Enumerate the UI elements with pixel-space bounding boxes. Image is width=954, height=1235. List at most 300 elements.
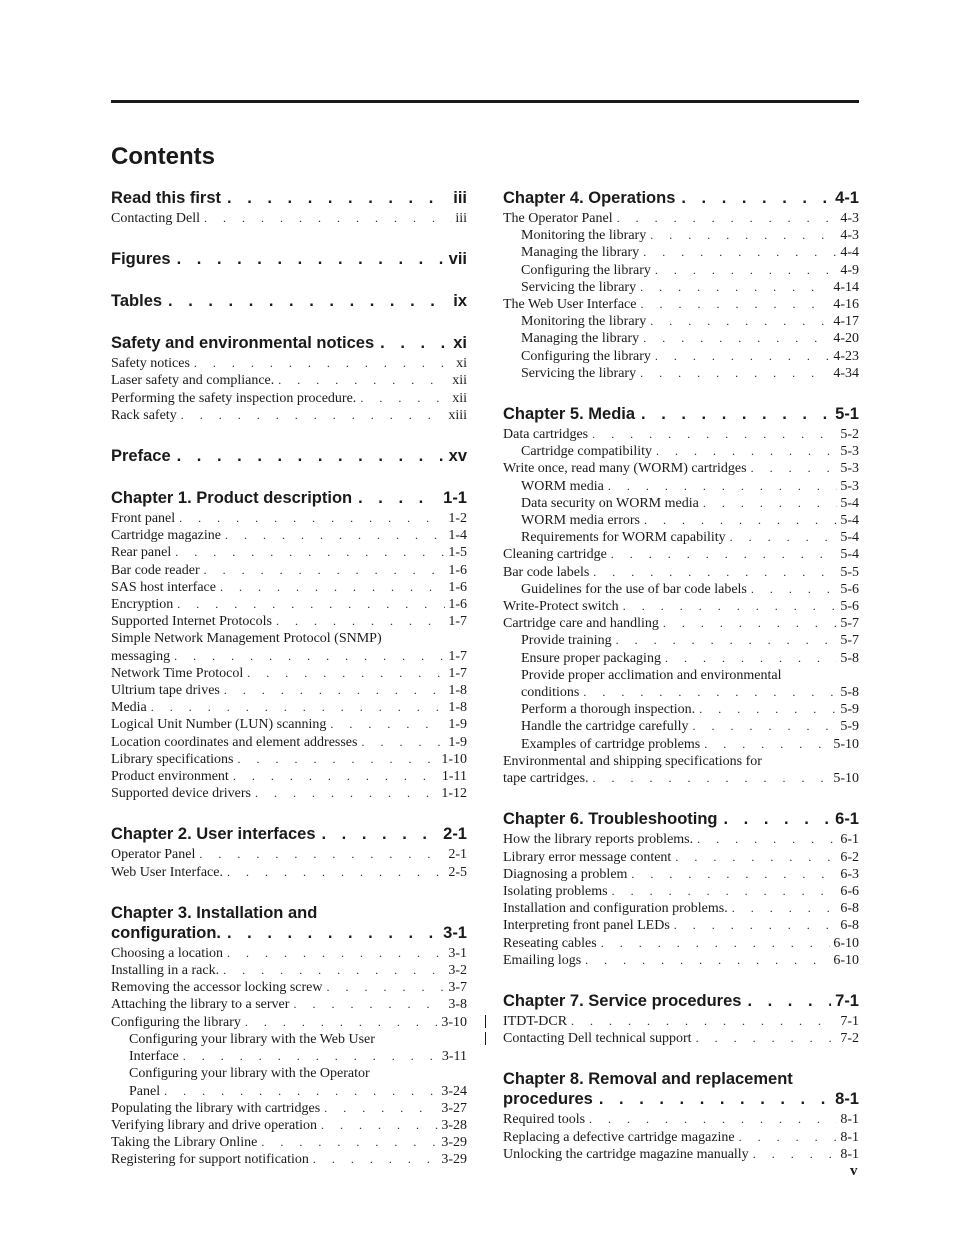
toc-entry[interactable]: [111, 864, 467, 881]
dot-leader: [247, 665, 445, 682]
chapter-title: Chapter 5. Media: [503, 405, 636, 424]
entry-page-number: iii: [455, 211, 467, 226]
entry-title: Taking the Library Online: [111, 1135, 258, 1151]
dot-leader: [696, 1030, 838, 1047]
toc-entry[interactable]: [111, 372, 467, 389]
entry-page-number: 6-10: [833, 935, 859, 951]
entry-page-number: 4-23: [833, 348, 859, 364]
dot-leader: [183, 1048, 439, 1065]
entry-title: Diagnosing a problem: [503, 866, 628, 882]
entry-page-number: 3-27: [441, 1100, 467, 1116]
toc-entry-list: [111, 355, 467, 424]
entry-title: Removing the accessor locking screw: [111, 980, 323, 996]
revision-change-bar: [485, 1032, 486, 1045]
chapter-title: Chapter 7. Service procedures: [503, 991, 742, 1010]
toc-entry[interactable]: [111, 699, 467, 716]
toc-entry[interactable]: [111, 1014, 467, 1031]
toc-chapter-heading[interactable]: [111, 333, 467, 353]
entry-page-number: 3-29: [441, 1135, 467, 1151]
entry-title: Provide training: [521, 633, 612, 649]
entry-page-number: 4-14: [833, 279, 859, 295]
chapter-title-continued: procedures: [503, 1090, 593, 1109]
toc-chapter-heading[interactable]: [503, 991, 859, 1011]
dot-leader: [204, 562, 446, 579]
entry-title-line: [129, 1048, 467, 1065]
entry-title: Monitoring the library: [521, 228, 647, 244]
toc-entry-list: [503, 1111, 859, 1163]
entry-title: Cleaning cartridge: [503, 547, 607, 563]
chapter-title: Chapter 2. User interfaces: [111, 825, 316, 844]
toc-section: [111, 291, 467, 311]
dot-leader: [623, 598, 838, 615]
toc-entry[interactable]: [503, 244, 859, 261]
entry-title: Web User Interface.: [111, 864, 223, 880]
toc-chapter-heading[interactable]: [111, 488, 467, 508]
entry-title: Data cartridges: [503, 427, 589, 443]
toc-chapter-heading[interactable]: [503, 1069, 859, 1109]
entry-page-number: 4-16: [833, 297, 859, 313]
entry-page-number: 5-10: [833, 771, 859, 787]
chapter-page-number: 4-1: [835, 189, 859, 207]
toc-entry[interactable]: [111, 665, 467, 682]
dot-leader: [237, 751, 438, 768]
toc-section: [503, 991, 859, 1047]
entry-page-number: 4-34: [833, 365, 859, 381]
toc-entry[interactable]: [111, 979, 467, 996]
toc-section: [503, 809, 859, 969]
toc-entry[interactable]: [111, 996, 467, 1013]
toc-chapter-heading[interactable]: [111, 903, 467, 943]
entry-page-number: 1-12: [441, 786, 467, 802]
toc-entry[interactable]: [503, 460, 859, 477]
dot-leader: [179, 510, 445, 527]
toc-entry[interactable]: [503, 615, 859, 632]
toc-entry[interactable]: [111, 751, 467, 768]
toc-section: [111, 903, 467, 1169]
dot-leader: [663, 615, 837, 632]
chapter-title: Safety and environmental notices: [111, 334, 375, 353]
toc-entry[interactable]: [503, 512, 859, 529]
entry-page-number: 5-10: [833, 736, 859, 752]
dot-leader: [724, 809, 832, 829]
toc-entry[interactable]: [111, 768, 467, 785]
dot-leader: [278, 372, 449, 389]
dot-leader: [655, 262, 837, 279]
entry-title-line: [521, 684, 859, 701]
dot-leader: [704, 736, 830, 753]
entry-title-line: [129, 1083, 467, 1100]
toc-entry[interactable]: [111, 945, 467, 962]
dot-leader: [611, 546, 838, 563]
entry-page-number: 2-5: [448, 864, 467, 880]
entry-title: Ultrium tape drives: [111, 683, 220, 699]
dot-leader: [177, 596, 445, 613]
toc-entry[interactable]: [503, 365, 859, 382]
toc-entry[interactable]: [111, 390, 467, 407]
entry-page-number: 5-2: [840, 427, 859, 443]
entry-title: Perform a thorough inspection.: [521, 702, 696, 718]
dot-leader: [643, 244, 837, 261]
toc-entry[interactable]: [503, 564, 859, 581]
toc-entry[interactable]: [503, 581, 859, 598]
entry-page-number: 3-11: [441, 1049, 467, 1065]
dot-leader: [313, 1151, 438, 1168]
chapter-page-number: 1-1: [443, 489, 467, 508]
entry-title: Contacting Dell technical support: [503, 1031, 692, 1047]
entry-title: Cartridge magazine: [111, 528, 222, 544]
entry-page-number: 1-5: [448, 545, 467, 561]
entry-title: Library error message content: [503, 849, 672, 865]
entry-page-number: 4-3: [840, 211, 859, 226]
dot-leader: [656, 443, 837, 460]
dot-leader: [361, 734, 445, 751]
dot-leader: [255, 785, 438, 802]
chapter-title: Tables: [111, 292, 163, 311]
entry-title: Requirements for WORM capability: [521, 530, 726, 546]
entry-title: Media: [111, 700, 147, 716]
dot-leader: [233, 768, 439, 785]
toc-entry[interactable]: [111, 544, 467, 561]
toc-entry-list: [503, 831, 859, 969]
entry-page-number: 8-1: [840, 1112, 859, 1128]
entry-title: The Operator Panel: [503, 211, 613, 226]
toc-entry[interactable]: [503, 1013, 859, 1030]
top-rule: [111, 100, 859, 103]
toc-section: [111, 188, 467, 227]
chapter-page-number: ix: [453, 292, 467, 311]
entry-title: Cartridge care and handling: [503, 616, 659, 632]
toc-entry[interactable]: [503, 330, 859, 347]
entry-title: Supported device drivers: [111, 786, 251, 802]
toc-entry[interactable]: [503, 598, 859, 615]
dot-leader: [227, 945, 445, 962]
entry-title: Configuring your library with the Operator: [129, 1066, 370, 1082]
entry-page-number: 7-2: [840, 1031, 859, 1047]
entry-page-number: 6-6: [840, 883, 859, 899]
dot-leader: [640, 279, 830, 296]
entry-title: Performing the safety inspection procedure.: [111, 390, 357, 406]
entry-page-number: 1-7: [448, 648, 467, 664]
entry-page-number: 5-3: [840, 444, 859, 460]
dot-leader: [739, 1129, 838, 1146]
entry-page-number: 3-8: [448, 997, 467, 1013]
toc-entry[interactable]: [111, 716, 467, 733]
dot-leader: [599, 1089, 831, 1109]
dot-leader: [593, 770, 831, 787]
toc-entry-list: [111, 945, 467, 1169]
toc-entry[interactable]: [503, 1129, 859, 1146]
entry-title: Configuring the library: [111, 1014, 241, 1030]
dot-leader: [585, 952, 830, 969]
toc-section: [503, 1069, 859, 1163]
entry-title: Cartridge compatibility: [521, 444, 653, 460]
dot-leader: [177, 249, 445, 269]
toc-entry[interactable]: [503, 831, 859, 848]
entry-page-number: 3-29: [441, 1152, 467, 1168]
dot-leader: [693, 718, 838, 735]
toc-entry[interactable]: [503, 935, 859, 952]
chapter-page-number: 2-1: [443, 825, 467, 844]
dot-leader: [330, 716, 445, 733]
dot-leader: [321, 1117, 438, 1134]
entry-title: Data security on WORM media: [521, 495, 699, 511]
dot-leader: [177, 446, 445, 466]
dot-leader: [753, 1146, 838, 1163]
entry-page-number: 8-1: [840, 1146, 859, 1162]
dot-leader: [592, 426, 837, 443]
toc-entry[interactable]: [111, 355, 467, 372]
entry-title: Guidelines for the use of bar code labels: [521, 581, 747, 597]
toc-chapter-heading[interactable]: [111, 249, 467, 269]
entry-page-number: 7-1: [840, 1013, 859, 1029]
toc-entry[interactable]: [503, 849, 859, 866]
entry-title: Front panel: [111, 511, 176, 527]
entry-title: Rear panel: [111, 545, 172, 561]
chapter-title-line: [111, 923, 467, 943]
dot-leader: [674, 917, 838, 934]
toc-entry[interactable]: [111, 579, 467, 596]
entry-page-number: 5-7: [840, 633, 859, 649]
entry-page-number: 6-8: [840, 901, 859, 917]
entry-title: Network Time Protocol: [111, 665, 244, 681]
entry-title: Examples of cartridge problems: [521, 736, 701, 752]
dot-leader: [589, 1111, 837, 1128]
dot-leader: [641, 404, 831, 424]
dot-leader: [665, 650, 837, 667]
entry-title: SAS host interface: [111, 579, 216, 595]
dot-leader: [322, 824, 440, 844]
entry-page-number: 5-4: [840, 547, 859, 563]
toc-entry[interactable]: [503, 495, 859, 512]
toc-entry[interactable]: [111, 527, 467, 544]
entry-title: Servicing the library: [521, 365, 637, 381]
toc-entry[interactable]: [111, 630, 467, 664]
entry-page-number: 1-7: [448, 665, 467, 681]
chapter-title: Chapter 1. Product description: [111, 489, 353, 508]
toc-entry[interactable]: [503, 753, 859, 787]
entry-title: How the library reports problems.: [503, 832, 694, 848]
toc-chapter-heading[interactable]: [503, 188, 859, 208]
entry-page-number: 4-9: [840, 262, 859, 278]
toc-entry[interactable]: [503, 667, 859, 701]
toc-entry[interactable]: [111, 562, 467, 579]
toc-entry[interactable]: [111, 1031, 467, 1065]
dot-leader: [276, 613, 445, 630]
entry-title: Handle the cartridge carefully: [521, 719, 689, 735]
toc-entry[interactable]: [503, 900, 859, 917]
dot-leader: [223, 962, 445, 979]
entry-page-number: 1-2: [448, 511, 467, 527]
entry-title: Library specifications: [111, 751, 234, 767]
entry-title: Contacting Dell: [111, 211, 201, 226]
toc-entry[interactable]: [503, 279, 859, 296]
entry-page-number: 1-9: [448, 717, 467, 733]
entry-title: Populating the library with cartridges: [111, 1100, 321, 1116]
toc-entry[interactable]: [503, 718, 859, 735]
chapter-title: Figures: [111, 250, 171, 269]
toc-entry[interactable]: [503, 313, 859, 330]
entry-title: Laser safety and compliance.: [111, 373, 275, 389]
entry-title: Registering for support notification: [111, 1152, 309, 1168]
entry-title: Installation and configuration problems.: [503, 901, 728, 917]
entry-page-number: xii: [452, 373, 467, 389]
chapter-page-number: 3-1: [443, 923, 467, 942]
toc-entry-list: [111, 510, 467, 802]
toc-chapter-heading[interactable]: [111, 446, 467, 466]
dot-leader: [697, 831, 837, 848]
chapter-page-number: 6-1: [835, 810, 859, 829]
toc-entry[interactable]: [503, 443, 859, 460]
toc-right-column: [503, 188, 859, 1185]
entry-page-number: 6-10: [833, 952, 859, 968]
toc-entry[interactable]: [111, 510, 467, 527]
chapter-page-number: vii: [448, 250, 467, 269]
toc-entry[interactable]: [503, 426, 859, 443]
toc-entry[interactable]: [503, 1146, 859, 1163]
chapter-title: Chapter 4. Operations: [503, 189, 676, 207]
toc-entry[interactable]: [503, 348, 859, 365]
entry-title: Encryption: [111, 597, 174, 613]
entry-title: Logical Unit Number (LUN) scanning: [111, 717, 327, 733]
toc-chapter-heading[interactable]: [111, 824, 467, 844]
toc-entry[interactable]: [503, 296, 859, 313]
toc-entry[interactable]: [503, 478, 859, 495]
toc-entry[interactable]: [503, 632, 859, 649]
entry-page-number: 4-17: [833, 314, 859, 330]
entry-title: Supported Internet Protocols: [111, 614, 272, 630]
toc-chapter-heading[interactable]: [503, 404, 859, 424]
toc-entry[interactable]: [503, 529, 859, 546]
entry-title: Configuring the library: [521, 348, 651, 364]
dot-leader: [608, 478, 838, 495]
toc-entry[interactable]: [111, 846, 467, 863]
dot-leader: [324, 1100, 438, 1117]
toc-entry[interactable]: [503, 952, 859, 969]
dot-leader: [751, 581, 837, 598]
toc-entry[interactable]: [111, 1100, 467, 1117]
chapter-page-number: 8-1: [835, 1090, 859, 1109]
entry-title: Servicing the library: [521, 279, 637, 295]
dot-leader: [747, 991, 831, 1011]
toc-entry[interactable]: [111, 1065, 467, 1099]
dot-leader: [616, 632, 838, 649]
dot-leader: [643, 330, 830, 347]
toc-entry[interactable]: [111, 1117, 467, 1134]
entry-title: The Web User Interface: [503, 297, 637, 313]
toc-entry[interactable]: [503, 883, 859, 900]
entry-title: Managing the library: [521, 331, 640, 347]
chapter-page-number: 5-1: [835, 405, 859, 424]
entry-title: Managing the library: [521, 245, 640, 261]
toc-entry[interactable]: [111, 785, 467, 802]
dot-leader: [644, 512, 837, 529]
toc-chapter-heading[interactable]: [111, 188, 467, 208]
dot-leader: [612, 883, 838, 900]
dot-leader: [227, 188, 449, 208]
entry-title: Simple Network Management Protocol (SNMP): [111, 631, 382, 647]
entry-page-number: 6-1: [840, 832, 859, 848]
dot-leader: [224, 682, 445, 699]
dot-leader: [151, 699, 446, 716]
toc-section: [111, 333, 467, 424]
toc-entry[interactable]: [111, 962, 467, 979]
entry-page-number: 6-2: [840, 849, 859, 865]
dot-leader: [631, 866, 837, 883]
toc-entry[interactable]: [111, 210, 467, 227]
toc-entry[interactable]: [503, 736, 859, 753]
entry-page-number: 5-3: [840, 478, 859, 494]
toc-entry[interactable]: [111, 682, 467, 699]
entry-page-number: 3-2: [448, 963, 467, 979]
entry-page-number: 3-24: [441, 1083, 467, 1099]
toc-entry[interactable]: [503, 1030, 859, 1047]
toc-entry[interactable]: [111, 1134, 467, 1151]
revision-change-bar: [485, 1015, 486, 1028]
toc-entry[interactable]: [111, 407, 467, 424]
chapter-title: Chapter 3. Installation and: [111, 903, 318, 922]
toc-entry[interactable]: [503, 1111, 859, 1128]
toc-entry[interactable]: [111, 734, 467, 751]
toc-chapter-heading[interactable]: [503, 809, 859, 829]
dot-leader: [175, 544, 445, 561]
chapter-page-number: xv: [448, 447, 467, 466]
dot-leader: [194, 355, 453, 372]
entry-title: Isolating problems: [503, 883, 608, 899]
entry-page-number: 5-4: [840, 530, 859, 546]
entry-page-number: 1-10: [441, 751, 467, 767]
entry-title-continued: Interface: [129, 1049, 179, 1065]
dot-leader: [601, 935, 831, 952]
dot-leader: [730, 529, 838, 546]
toc-entry[interactable]: [503, 650, 859, 667]
dot-leader: [751, 460, 838, 477]
entry-page-number: 3-1: [448, 945, 467, 961]
entry-title: Emailing logs: [503, 952, 582, 968]
toc-chapter-heading[interactable]: [111, 291, 467, 311]
dot-leader: [655, 348, 830, 365]
entry-page-number: 5-5: [840, 564, 859, 580]
entry-page-number: 4-4: [840, 245, 859, 261]
entry-title-continued: conditions: [521, 685, 580, 701]
dot-leader: [703, 495, 838, 512]
toc-entry[interactable]: [111, 596, 467, 613]
toc-entry[interactable]: [503, 701, 859, 718]
entry-title: Write once, read many (WORM) cartridges: [503, 461, 747, 477]
toc-entry[interactable]: [503, 210, 859, 227]
dot-leader: [327, 979, 446, 996]
toc-entry[interactable]: [503, 546, 859, 563]
chapter-page-number: 7-1: [835, 991, 859, 1010]
dot-leader: [650, 313, 830, 330]
entry-page-number: 1-8: [448, 700, 467, 716]
toc-entry[interactable]: [503, 917, 859, 934]
entry-page-number: 3-7: [448, 980, 467, 996]
toc-entry[interactable]: [503, 866, 859, 883]
dot-leader: [199, 846, 445, 863]
dot-leader: [675, 849, 837, 866]
toc-section: [111, 249, 467, 269]
entry-page-number: 8-1: [840, 1129, 859, 1145]
entry-title: Operator Panel: [111, 847, 196, 863]
chapter-title: Chapter 8. Removal and replacement: [503, 1070, 793, 1089]
chapter-title-continued: configuration.: [111, 923, 221, 942]
toc-entry[interactable]: [503, 262, 859, 279]
entry-title: Reseating cables: [503, 935, 597, 951]
toc-section: [111, 488, 467, 802]
toc-entry[interactable]: [111, 613, 467, 630]
toc-entry[interactable]: [503, 227, 859, 244]
toc-entry[interactable]: [111, 1151, 467, 1168]
